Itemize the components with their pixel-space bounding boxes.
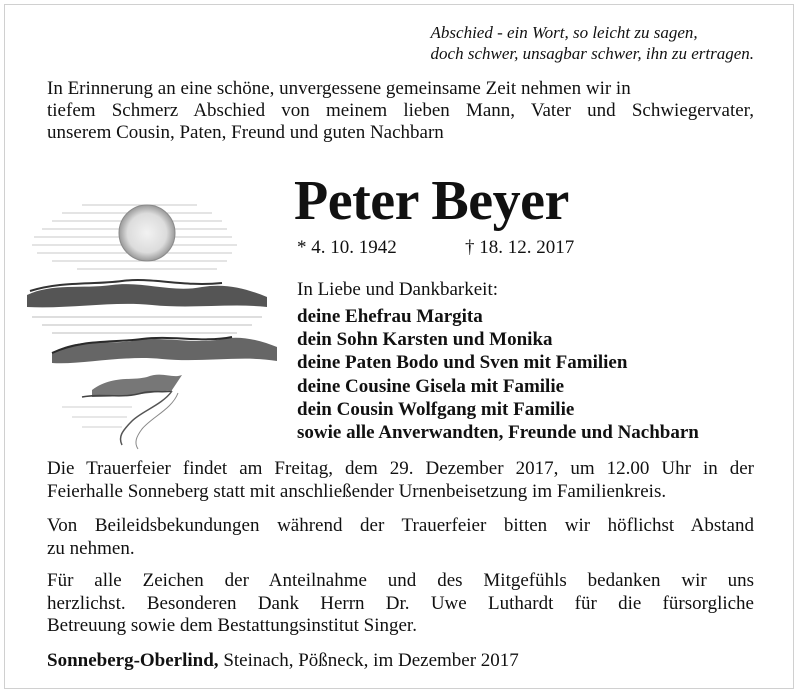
death-date: † 18. 12. 2017: [465, 237, 575, 258]
birth-date: * 4. 10. 1942: [297, 237, 397, 258]
intro-line-2: tiefem Schmerz Abschied von meinem lieben Mann, Vater und Schwiegervater,: [47, 100, 754, 121]
intro-line-1: [47, 78, 754, 100]
intro-line-1-text: In Erinnerung an eine schöne, unvergessene gemeinsame Zeit nehmen wir in: [47, 78, 631, 99]
gratitude-line-1: Für alle Zeichen der Anteilnahme und des Mitgefühls bedanken wir uns: [47, 570, 754, 591]
ceremony-line-1: Die Trauerfeier findet am Freitag, dem 29. Dezember 2017, um 12.00 Uhr in der: [47, 458, 754, 479]
ceremony-line-2: Feierhalle Sonneberg statt mit anschließender Urnenbeisetzung im Familienkreis.: [47, 480, 667, 502]
ceremony-paragraph: [47, 458, 754, 503]
signoff-place: Sonneberg-Oberlind,: [47, 650, 219, 671]
mourner-item: dein Sohn Karsten und Monika: [297, 329, 553, 351]
mourner-item: sowie alle Anverwandten, Freunde und Nachbarn: [297, 422, 699, 444]
intro-line-3: unserem Cousin, Paten, Freund und guten Nachbarn: [47, 122, 444, 143]
mourner-item: deine Paten Bodo und Sven mit Familien: [297, 352, 628, 374]
signoff-rest: Steinach, Pößneck, im Dezember 2017: [218, 650, 519, 671]
deceased-name: Peter Beyer: [294, 170, 569, 232]
thanks-label: In Liebe und Dankbarkeit:: [297, 279, 499, 300]
mourner-item: dein Cousin Wolfgang mit Familie: [297, 398, 575, 420]
sunset-landscape-drawing: [22, 185, 284, 450]
intro-text: [47, 78, 754, 144]
condolences-line-1: Von Beileidsbekundungen während der Trauerfeier bitten wir höflichst Abstand: [47, 515, 754, 536]
mourner-item: deine Ehefrau Margita: [297, 306, 483, 327]
gratitude-line-2: herzlichst. Besonderen Dank Herrn Dr. Uwe Luthardt für die fürsorgliche: [47, 592, 754, 614]
quote-line-2: doch schwer, unsagbar schwer, ihn zu ertragen.: [430, 44, 754, 63]
farewell-quote: [431, 22, 754, 64]
mourner-item: deine Cousine Gisela mit Familie: [297, 375, 565, 397]
signoff: [47, 649, 519, 673]
gratitude-line-3: Betreuung sowie dem Bestattungsinstitut Singer.: [47, 615, 417, 636]
life-dates: [297, 236, 575, 260]
quote-line-1: Abschied - ein Wort, so leicht zu sagen,: [430, 23, 698, 42]
condolences-paragraph: [47, 515, 754, 560]
condolences-line-2: zu nehmen.: [47, 537, 135, 559]
gratitude-paragraph: [47, 570, 754, 638]
mourners-list: [297, 305, 699, 444]
